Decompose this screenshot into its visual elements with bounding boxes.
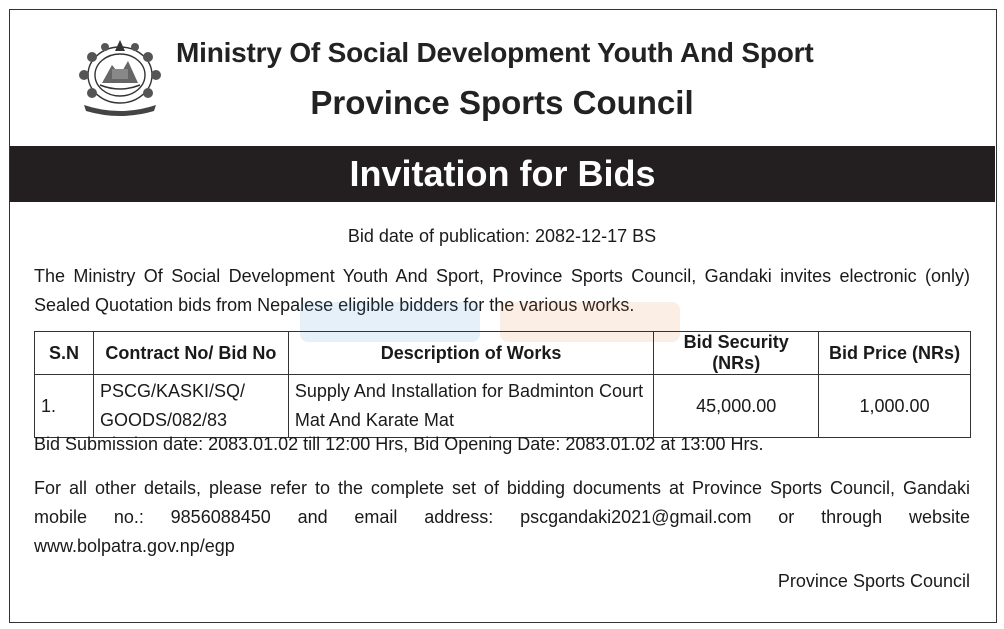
bids-table: [34, 331, 971, 438]
cell-contract-no: PSCG/KASKI/SQ/ GOODS/082/83: [93, 375, 288, 438]
publication-date: Bid date of publication: 2082-12-17 BS: [347, 226, 657, 246]
intro-paragraph: The Ministry Of Social Development Youth And Sport, Province Sports Council, Gandaki invites electronic (only) Sealed Quotation bids from Nepalese eligible bidders for the various works.: [34, 266, 970, 315]
banner-title: Invitation for Bids: [349, 153, 656, 194]
submission-dates: Bid Submission date: 2083.01.02 till 12:00 Hrs, Bid Opening Date: 2083.01.02 at 13:00 Hrs.: [34, 434, 764, 454]
table-row: [35, 375, 971, 438]
cell-bid-security: 45,000.00: [654, 375, 819, 438]
cell-sn: 1.: [35, 375, 94, 438]
invitation-banner: [10, 146, 995, 202]
header-sn: S.N: [35, 332, 94, 375]
header-contract-no: Contract No/ Bid No: [93, 332, 288, 375]
header-bid-price: Bid Price (NRs): [819, 332, 971, 375]
details-paragraph: For all other details, please refer to the complete set of bidding documents at Province Sports Council, Gandaki mobile no.: 9856088450 and email address: pscgandaki2021@gmail.com or through website www.bolpatra.gov.np/egp: [34, 478, 970, 556]
signature: Province Sports Council: [777, 571, 970, 591]
council-title: Province Sports Council: [310, 84, 694, 121]
header-bid-security: Bid Security (NRs): [654, 332, 819, 375]
cell-bid-price: 1,000.00: [819, 375, 971, 438]
header-description: Description of Works: [288, 332, 653, 375]
table-header-row: [35, 332, 971, 375]
ministry-title: Ministry Of Social Development Youth And Sport: [176, 37, 814, 68]
cell-description: Supply And Installation for Badminton Court Mat And Karate Mat: [288, 375, 653, 438]
